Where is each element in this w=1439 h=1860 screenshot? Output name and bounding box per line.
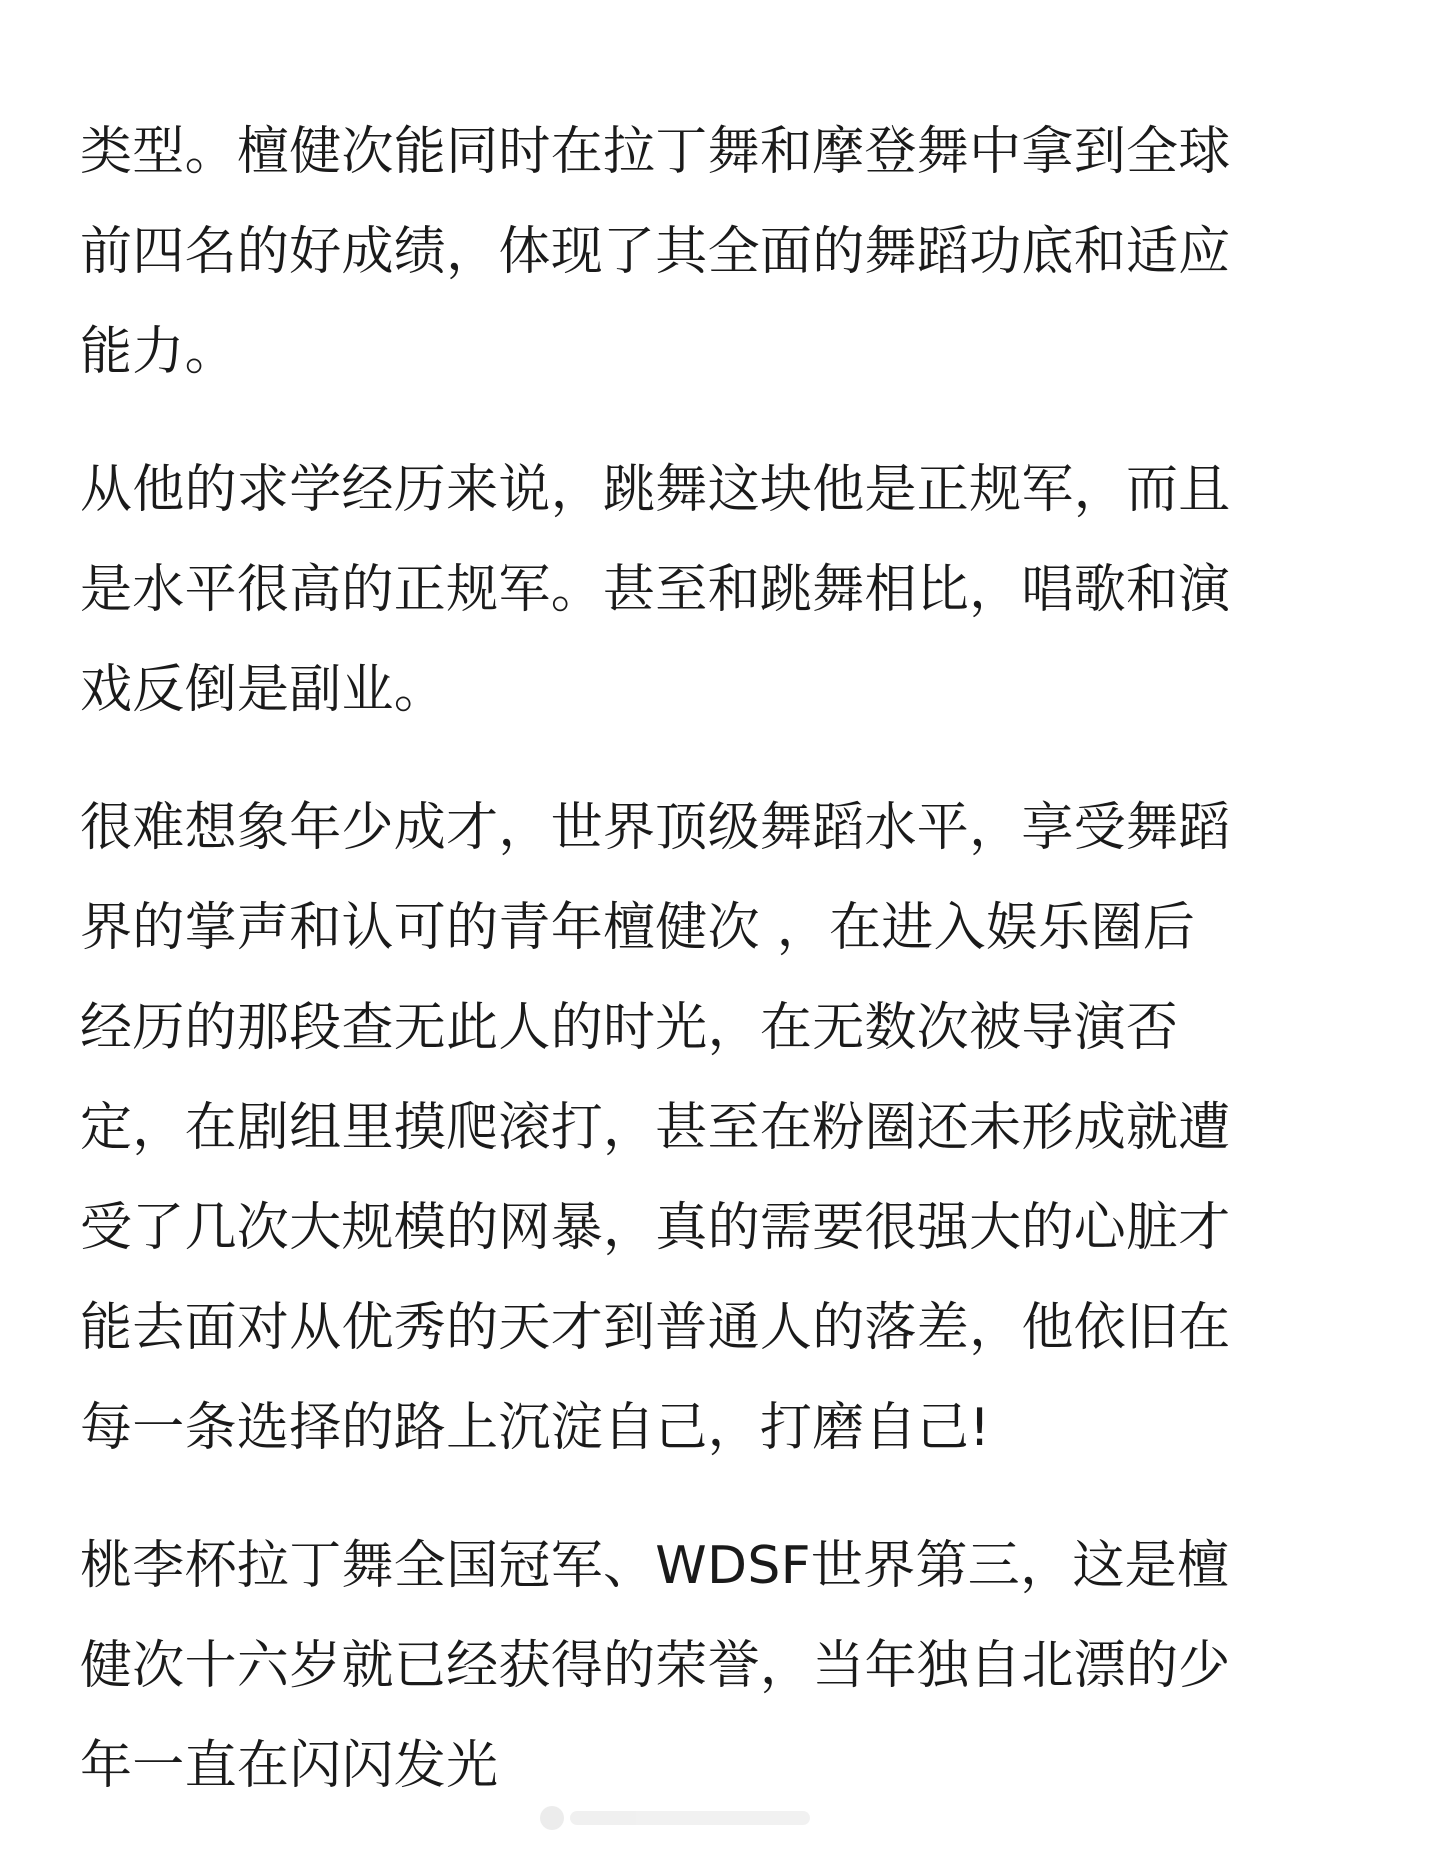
paragraph-2 [80,440,1360,740]
paragraph-3 [80,778,1360,1478]
text-line: 经历的那段查无此人的时光，在无数次被导演否 [80,998,1179,1058]
text-line: 每一条选择的路上沉淀自己，打磨自己! [80,1398,991,1458]
watermark-logo-icon [540,1806,564,1830]
text-line: 健次十六岁就已经获得的荣誉，当年独自北漂的少 [80,1636,1231,1696]
text-line: 前四名的好成绩，体现了其全面的舞蹈功底和适应 [80,222,1231,282]
text-line: 很难想象年少成才，世界顶级舞蹈水平，享受舞蹈 [80,798,1231,858]
text-line: 能力。 [80,322,237,382]
text-line: 年一直在闪闪发光 [80,1736,499,1796]
text-line: 从他的求学经历来说，跳舞这块他是正规军，而且 [80,460,1231,520]
text-line: 桃李杯拉丁舞全国冠军、WDSF世界第三，这是檀 [80,1536,1230,1596]
article-body [80,102,1360,1816]
text-line: 是水平很高的正规军。甚至和跳舞相比，唱歌和演 [80,560,1231,620]
faded-watermark [540,1798,860,1838]
paragraph-4 [80,1516,1360,1816]
text-line: 能去面对从优秀的天才到普通人的落差，他依旧在 [80,1298,1231,1358]
text-line: 类型。檀健次能同时在拉丁舞和摩登舞中拿到全球 [80,122,1231,182]
text-line: 受了几次大规模的网暴，真的需要很强大的心脏才 [80,1198,1231,1258]
text-line: 定，在剧组里摸爬滚打，甚至在粉圈还未形成就遭 [80,1098,1231,1158]
paragraph-1 [80,102,1360,402]
watermark-text-blur [570,1811,810,1825]
text-line: 界的掌声和认可的青年檀健次 ，在进入娱乐圈后 [80,898,1196,958]
text-line: 戏反倒是副业。 [80,660,447,720]
